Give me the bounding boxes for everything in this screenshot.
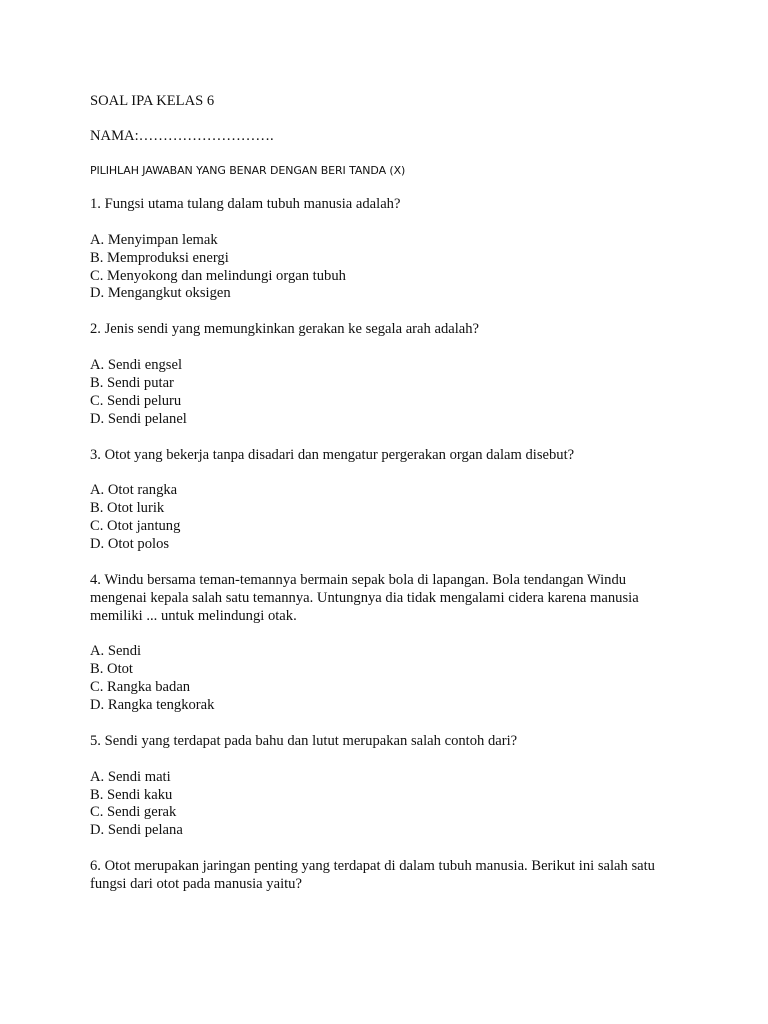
answer-options [90, 232, 690, 304]
answer-option-c: C. Menyokong dan melindungi organ tubuh [90, 267, 346, 284]
question-text: 2. Jenis sendi yang memungkinkan gerakan ke segala arah adalah? [90, 321, 480, 338]
answer-option-b: B. Sendi putar [90, 374, 174, 391]
question-text: 1. Fungsi utama tulang dalam tubuh manusia adalah? [90, 196, 401, 212]
answer-options [90, 643, 690, 715]
answer-option-b: B. Memproduksi energi [90, 249, 229, 266]
question-4 [90, 572, 690, 715]
question-3 [90, 447, 690, 554]
question-text: 6. Otot merupakan jaringan penting yang terdapat di dalam tubuh manusia. Berikut ini salah satu fungsi dari otot pada manusia yaitu? [90, 858, 655, 892]
answer-option-a: A. Sendi engsel [90, 357, 183, 374]
instruction-text: PILIHLAH JAWABAN YANG BENAR DENGAN BERI TANDA (X) [90, 164, 406, 177]
question-2 [90, 321, 690, 428]
answer-options [90, 769, 690, 841]
answer-option-d: D. Rangka tengkorak [90, 697, 215, 714]
answer-option-c: C. Rangka badan [90, 679, 191, 696]
document-page [90, 93, 690, 912]
answer-options [90, 482, 690, 554]
answer-option-b: B. Otot [90, 661, 133, 678]
answer-option-b: B. Otot lurik [90, 500, 165, 517]
answer-option-b: B. Sendi kaku [90, 786, 173, 803]
answer-option-d: D. Otot polos [90, 535, 170, 552]
answer-option-d: D. Mengangkut oksigen [90, 285, 231, 302]
answer-option-d: D. Sendi pelanel [90, 410, 187, 427]
answer-option-a: A. Sendi mati [90, 768, 171, 785]
question-1 [90, 196, 690, 303]
question-6 [90, 858, 690, 894]
question-5 [90, 733, 690, 840]
answer-options [90, 357, 690, 429]
page-title: SOAL IPA KELAS 6 [90, 93, 215, 109]
answer-option-d: D. Sendi pelana [90, 822, 183, 839]
answer-option-c: C. Sendi gerak [90, 804, 177, 821]
question-list [90, 196, 690, 894]
answer-option-a: A. Menyimpan lemak [90, 231, 218, 248]
answer-option-a: A. Otot rangka [90, 482, 178, 499]
answer-option-a: A. Sendi [90, 643, 142, 660]
answer-option-c: C. Otot jantung [90, 518, 181, 535]
question-text: 5. Sendi yang terdapat pada bahu dan lutut merupakan salah contoh dari? [90, 732, 518, 749]
question-text: 3. Otot yang bekerja tanpa disadari dan mengatur pergerakan organ dalam disebut? [90, 446, 575, 463]
question-text: 4. Windu bersama teman-temannya bermain sepak bola di lapangan. Bola tendangan Windu mengenai kepala salah satu temannya. Untungnya dia tidak mengalami cidera karena manusia memiliki ... untuk melindungi otak. [90, 571, 639, 624]
name-field-line: NAMA:………………………. [90, 128, 274, 144]
answer-option-c: C. Sendi peluru [90, 392, 182, 409]
